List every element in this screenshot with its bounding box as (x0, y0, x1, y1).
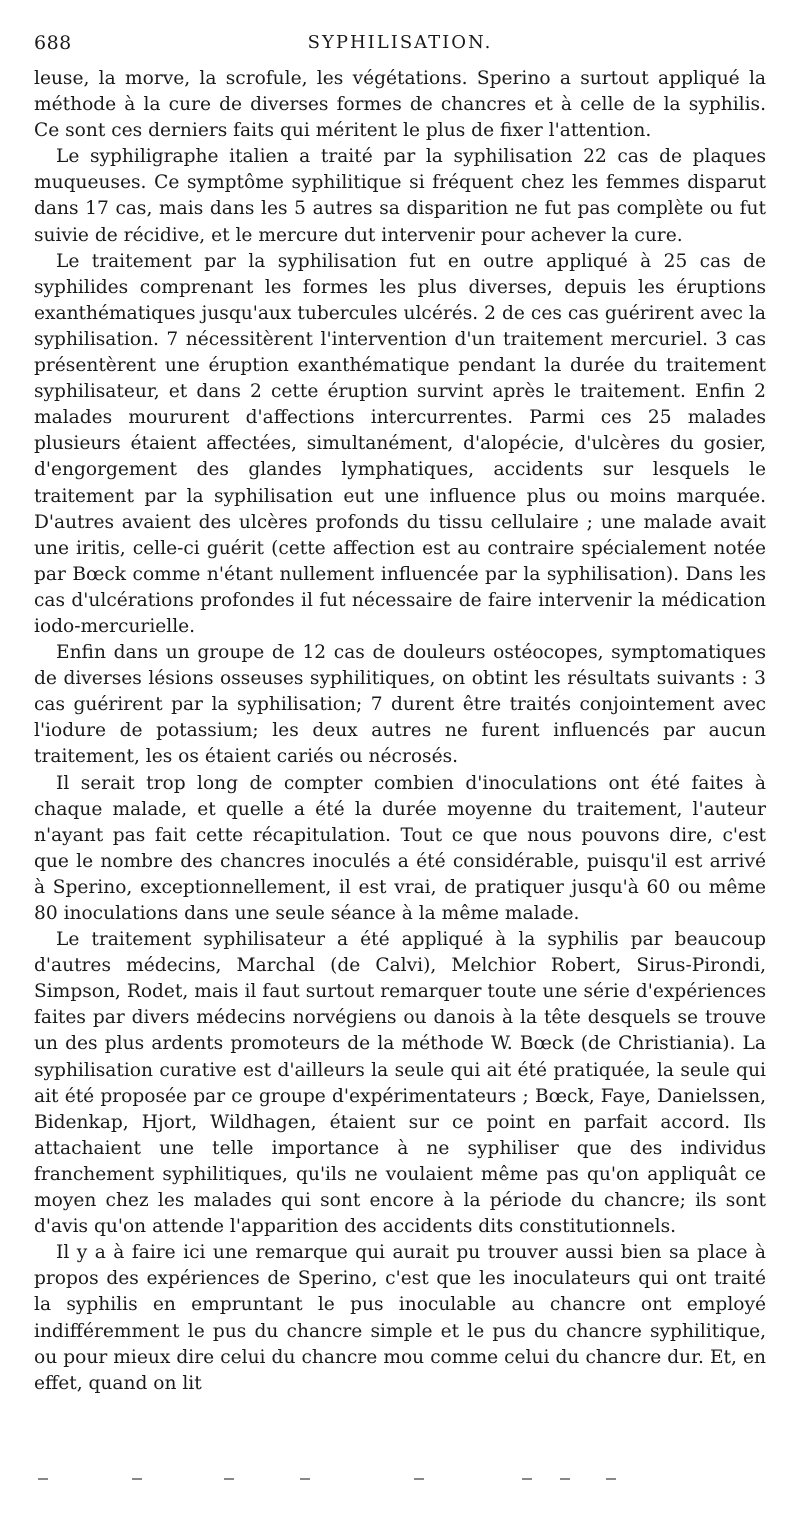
running-header (34, 28, 766, 62)
running-title: SYPHILISATION. (307, 32, 493, 53)
paragraph-1: leuse, la morve, la scrofule, les végétations. Sperino a surtout appliqué la méthode à la cure de diverses formes de chancres et à celle de la syphilis. Ce sont ces derniers faits qui méritent le plus de fixer l'attention. (34, 68, 766, 142)
body-text (34, 66, 766, 1397)
paragraph-3: Le traitement par la syphilisation fut en outre appliqué à 25 cas de syphilides comprenant les formes les plus diverses, depuis les éruptions exanthématiques jusqu'aux tubercules ulcérés. 2 de ces cas guérirent avec la syphilisation. 7 nécessitèrent l'intervention d'un traitement mercuriel. 3 cas présentèrent une éruption exanthématique pendant la durée du traitement syphilisateur, et dans 2 cette éruption survint après le traitement. Enfin 2 malades moururent d'affections intercurrentes. Parmi ces 25 malades plusieurs étaient affectées, simultanément, d'alopécie, d'ulcères du gosier, d'engorgement des glandes lymphatiques, accidents sur lesquels le traitement par la syphilisation eut une influence plus ou moins marquée. D'autres avaient des ulcères profonds du tissu cellulaire ; une malade avait une iritis, celle-ci guérit (cette affection est au contraire spécialement notée par Bœck comme n'étant nullement influencée par la syphilisation). Dans les cas d'ulcérations profondes il fut nécessaire de faire intervenir la médication iodo-mercurielle. (34, 250, 766, 637)
footer-rule-marks (0, 1478, 800, 1482)
paragraph-5: Il serait trop long de compter combien d'inoculations ont été faites à chaque malade, et quelle a été la durée moyenne du traitement, l'auteur n'ayant pas fait cette récapitulation. Tout ce que nous pouvons dire, c'est que le nombre des chancres inoculés a été considérable, puisqu'il est arrivé à Sperino, exceptionnellement, il est vrai, de pratiquer jusqu'à 60 ou même 80 inoculations dans une seule séance à la même malade. (34, 772, 766, 924)
paragraph-6: Le traitement syphilisateur a été appliqué à la syphilis par beaucoup d'autres médecins, Marchal (de Calvi), Melchior Robert, Sirus-Pirondi, Simpson, Rodet, mais il faut surtout remarquer toute une série d'expériences faites par divers médecins norvégiens ou danois à la tête desquels se trouve un des plus ardents promoteurs de la méthode W. Bœck (de Christiania). La syphilisation curative est d'ailleurs la seule qui ait été pratiquée, la seule qui ait été proposée par ce groupe d'expérimentateurs ; Bœck, Faye, Danielssen, Bidenkap, Hjort, Wildhagen, étaient sur ce point en parfait accord. Ils attachaient une telle importance à ne syphiliser que des individus franchement syphilitiques, qu'ils ne voulaient même pas qu'on appliquât ce moyen chez les malades qui sont encore à la période du chancre; ils sont d'avis qu'on attende l'apparition des accidents dits constitutionnels. (34, 929, 766, 1238)
paragraph-7: Il y a à faire ici une remarque qui aurait pu trouver aussi bien sa place à propos des expériences de Sperino, c'est que les inoculateurs qui ont traité la syphilis en empruntant le pus inoculable au chancre ont employé indifféremment le pus du chancre simple et le pus du chancre syphilitique, ou pour mieux dire celui du chancre mou comme celui du chancre dur. Et, en effet, quand on lit (34, 1242, 766, 1394)
paragraph-4: Enfin dans un groupe de 12 cas de douleurs ostéocopes, symptomatiques de diverses lésions osseuses syphilitiques, on obtint les résultats suivants : 3 cas guérirent par la syphilisation; 7 durent être traités conjointement avec l'iodure de potassium; les deux autres ne furent influencés par aucun traitement, les os étaient cariés ou nécrosés. (34, 642, 766, 768)
page-number: 688 (34, 32, 72, 54)
paragraph-2: Le syphiligraphe italien a traité par la syphilisation 22 cas de plaques muqueuses. Ce symptôme syphilitique si fréquent chez les femmes disparut dans 17 cas, mais dans les 5 autres sa disparition ne fut pas complète ou fut suivie de récidive, et le mercure dut intervenir pour achever la cure. (34, 146, 766, 246)
